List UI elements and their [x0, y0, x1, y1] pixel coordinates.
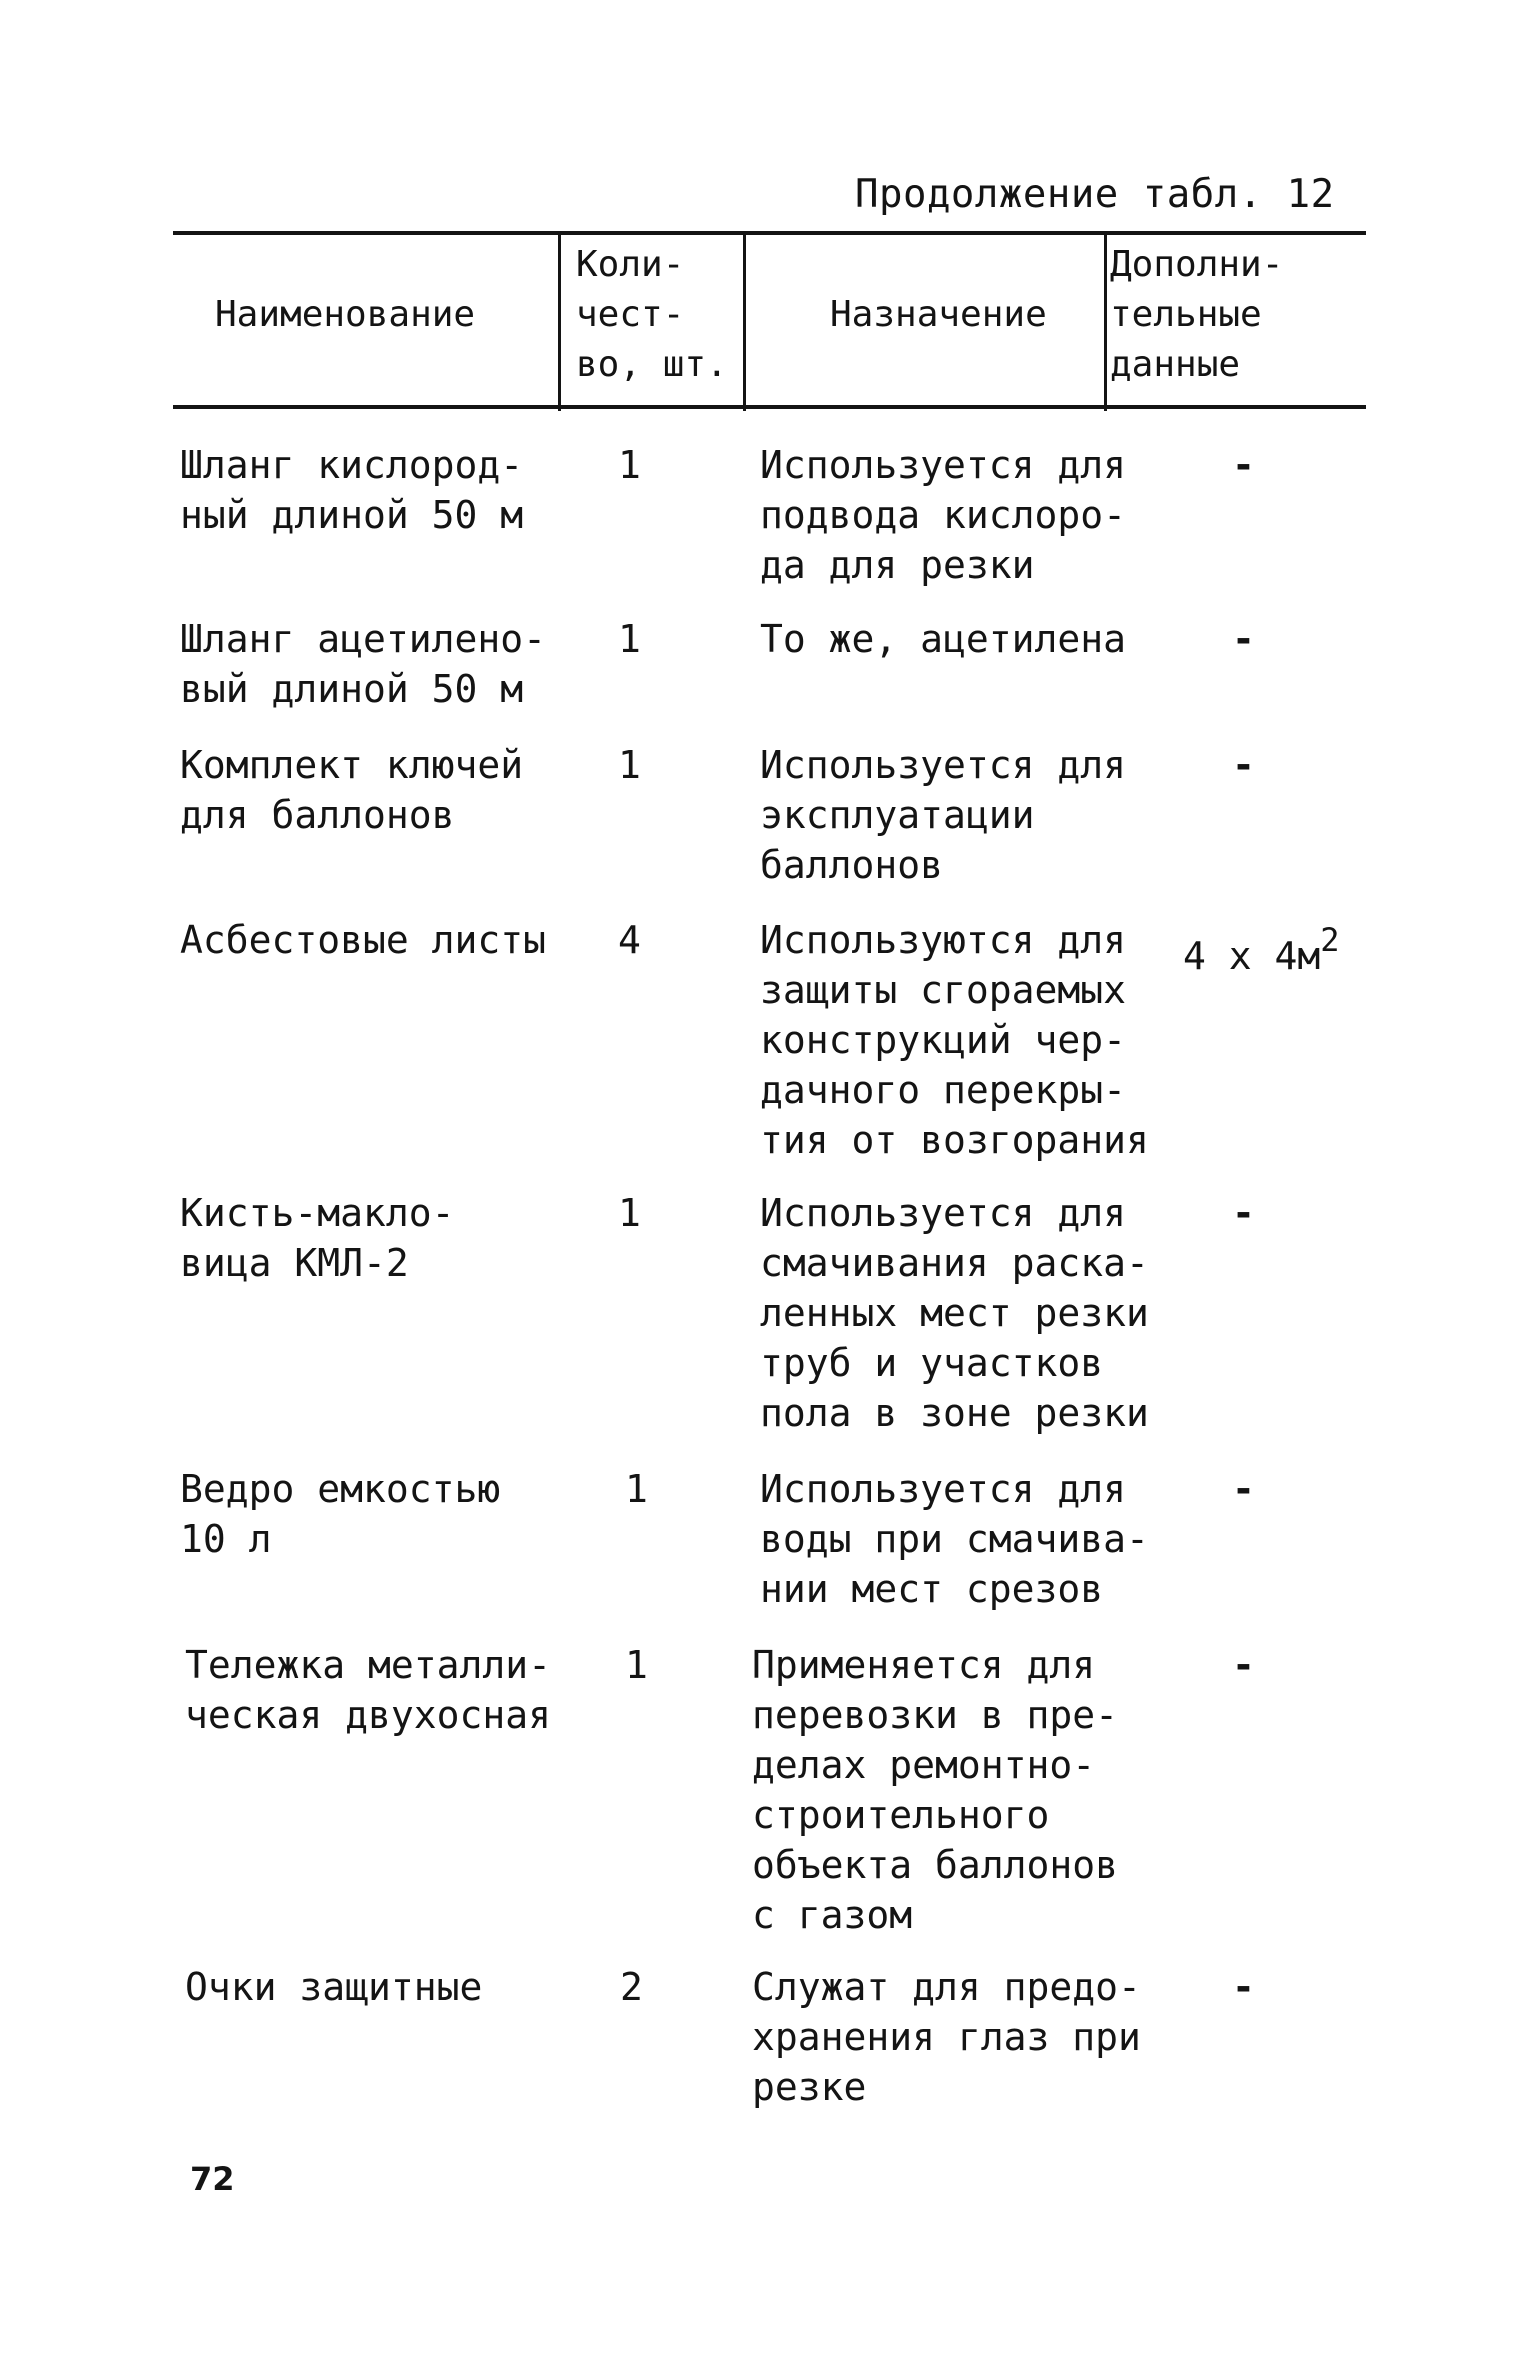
row-5-purpose: Используется для смачивания раска- ленных мест резки труб и участков пола в зоне резки: [760, 1191, 1149, 1435]
row-1-extra: -: [1232, 443, 1255, 487]
row-1-name: Шланг кислород- ный длиной 50 м: [180, 443, 524, 537]
table-caption: Продолжение табл. 12: [855, 172, 1335, 217]
row-4-qty: 4: [618, 918, 641, 962]
row-4-extra: [1183, 915, 1340, 981]
row-3-purpose: Используется для эксплуатации баллонов: [760, 743, 1127, 887]
row-1-purpose: Используется для подвода кислоро- да для резки: [760, 443, 1127, 587]
header-top-rule: [173, 231, 1366, 235]
row-4-purpose: Используются для защиты сгораемых конструкций чер- дачного перекры- тия от возгорания: [760, 918, 1149, 1162]
row-8-purpose: Служат для предо- хранения глаз при резке: [752, 1965, 1141, 2109]
row-2-purpose: То же, ацетилена: [760, 617, 1127, 661]
column-divider-2: [743, 231, 746, 411]
row-4-extra-value: 4 х 4м: [1183, 934, 1321, 978]
row-3-extra: -: [1232, 743, 1255, 787]
row-7-purpose: Применяется для перевозки в пре- делах ремонтно- строительного объекта баллонов с газом: [752, 1643, 1119, 1937]
header-name: Наименование: [215, 294, 476, 335]
row-1-qty: 1: [618, 443, 641, 487]
row-2-qty: 1: [618, 617, 641, 661]
row-7-extra: -: [1232, 1643, 1255, 1687]
row-5-name: Кисть-макло- вица КМЛ-2: [180, 1191, 455, 1285]
page-number: 72: [190, 2160, 235, 2198]
row-6-name: Ведро емкостью 10 л: [180, 1467, 501, 1561]
row-5-qty: 1: [618, 1191, 641, 1235]
row-2-name: Шланг ацетилено- вый длиной 50 м: [180, 617, 547, 711]
row-4-name: Асбестовые листы: [180, 918, 547, 962]
header-purpose: Назначение: [830, 294, 1047, 335]
row-4-extra-exponent: 2: [1320, 921, 1340, 959]
row-6-purpose: Используется для воды при смачива- нии мест срезов: [760, 1467, 1149, 1611]
row-5-extra: -: [1232, 1191, 1255, 1235]
column-divider-1: [558, 231, 561, 411]
row-6-extra: -: [1232, 1467, 1255, 1511]
row-8-qty: 2: [620, 1965, 643, 2009]
header-extra: Дополни- тельные данные: [1110, 244, 1284, 385]
column-divider-3: [1104, 231, 1107, 411]
row-8-extra: -: [1232, 1965, 1255, 2009]
row-6-qty: 1: [625, 1467, 648, 1511]
header-bottom-rule: [173, 405, 1366, 409]
row-8-name: Очки защитные: [185, 1965, 483, 2009]
row-2-extra: -: [1232, 617, 1255, 661]
header-quantity: Коли- чест- во, шт.: [576, 244, 728, 385]
row-3-name: Комплект ключей для баллонов: [180, 743, 524, 837]
row-7-name: Тележка металли- ческая двухосная: [185, 1643, 552, 1737]
row-7-qty: 1: [625, 1643, 648, 1687]
row-3-qty: 1: [618, 743, 641, 787]
